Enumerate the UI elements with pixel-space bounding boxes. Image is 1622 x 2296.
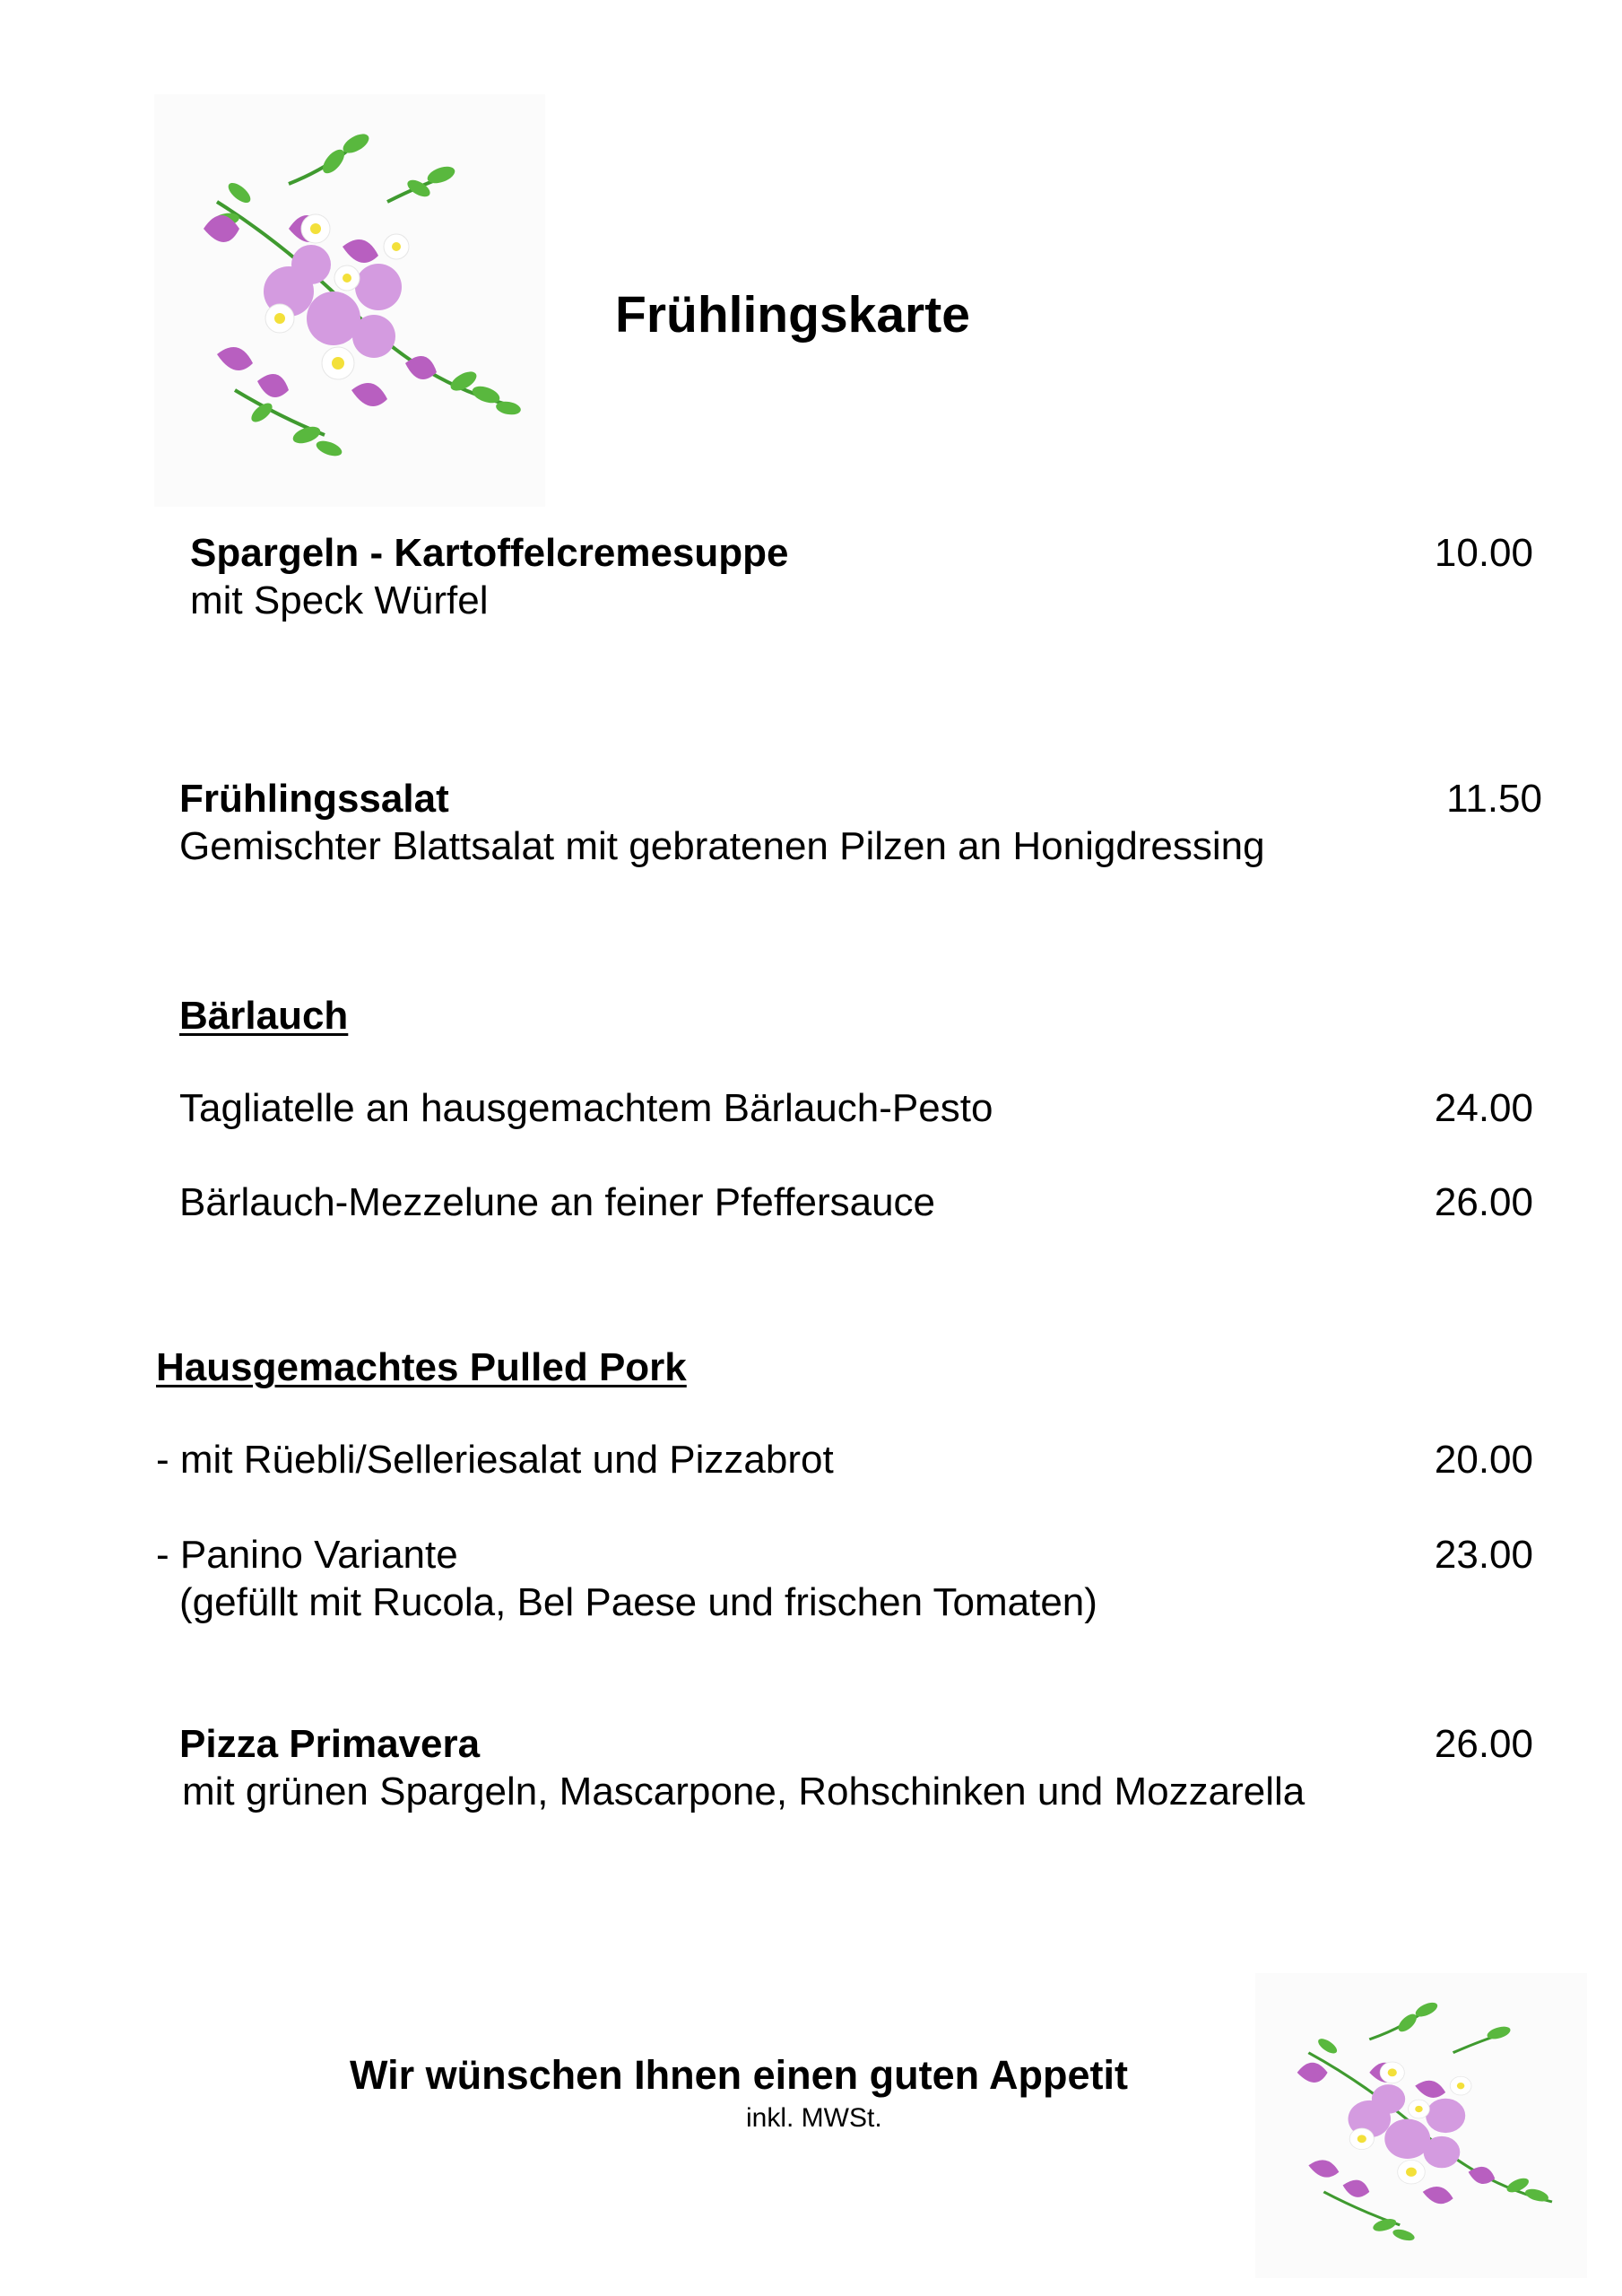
item-price-mezzelune: 26.00: [1434, 1180, 1533, 1224]
flower-bouquet-icon: [154, 94, 545, 507]
flower-bouquet-graphic: [154, 94, 545, 507]
item-price-pulled-pork-salad: 20.00: [1434, 1438, 1533, 1482]
item-name-tagliatelle: Tagliatelle an hausgemachtem Bärlauch-Pesto: [179, 1086, 993, 1130]
item-desc-salad: Gemischter Blattsalat mit gebratenen Pilzen an Honigdressing: [179, 824, 1265, 868]
footer-tax-note: inkl. MWSt.: [746, 2103, 882, 2133]
item-price-soup: 10.00: [1434, 531, 1533, 575]
item-name-panino: - Panino Variante: [156, 1533, 458, 1577]
footer-greeting: Wir wünschen Ihnen einen guten Appetit: [350, 2052, 1128, 2098]
item-price-panino: 23.00: [1434, 1533, 1533, 1577]
item-desc-pizza: mit grünen Spargeln, Mascarpone, Rohschinken und Mozzarella: [182, 1770, 1305, 1813]
item-desc-panino: (gefüllt mit Rucola, Bel Paese und frischen Tomaten): [179, 1580, 1097, 1624]
section-heading-pulled-pork: Hausgemachtes Pulled Pork: [156, 1345, 687, 1389]
item-name-soup: Spargeln - Kartoffelcremesuppe: [190, 531, 789, 575]
item-name-pulled-pork-salad: - mit Rüebli/Selleriesalat und Pizzabrot: [156, 1438, 834, 1482]
item-name-mezzelune: Bärlauch-Mezzelune an feiner Pfeffersauce: [179, 1180, 936, 1224]
item-price-salad: 11.50: [1446, 777, 1542, 821]
item-price-pizza: 26.00: [1434, 1722, 1533, 1766]
section-heading-baerlauch: Bärlauch: [179, 994, 349, 1038]
flower-bouquet-icon: [1255, 1973, 1587, 2278]
item-desc-soup: mit Speck Würfel: [190, 578, 489, 622]
menu-title: Frühlingskarte: [615, 286, 970, 344]
item-name-salad: Frühlingssalat: [179, 777, 449, 821]
flower-bouquet-graphic: [1255, 1973, 1587, 2278]
item-name-pizza: Pizza Primavera: [179, 1722, 481, 1766]
item-price-tagliatelle: 24.00: [1434, 1086, 1533, 1130]
